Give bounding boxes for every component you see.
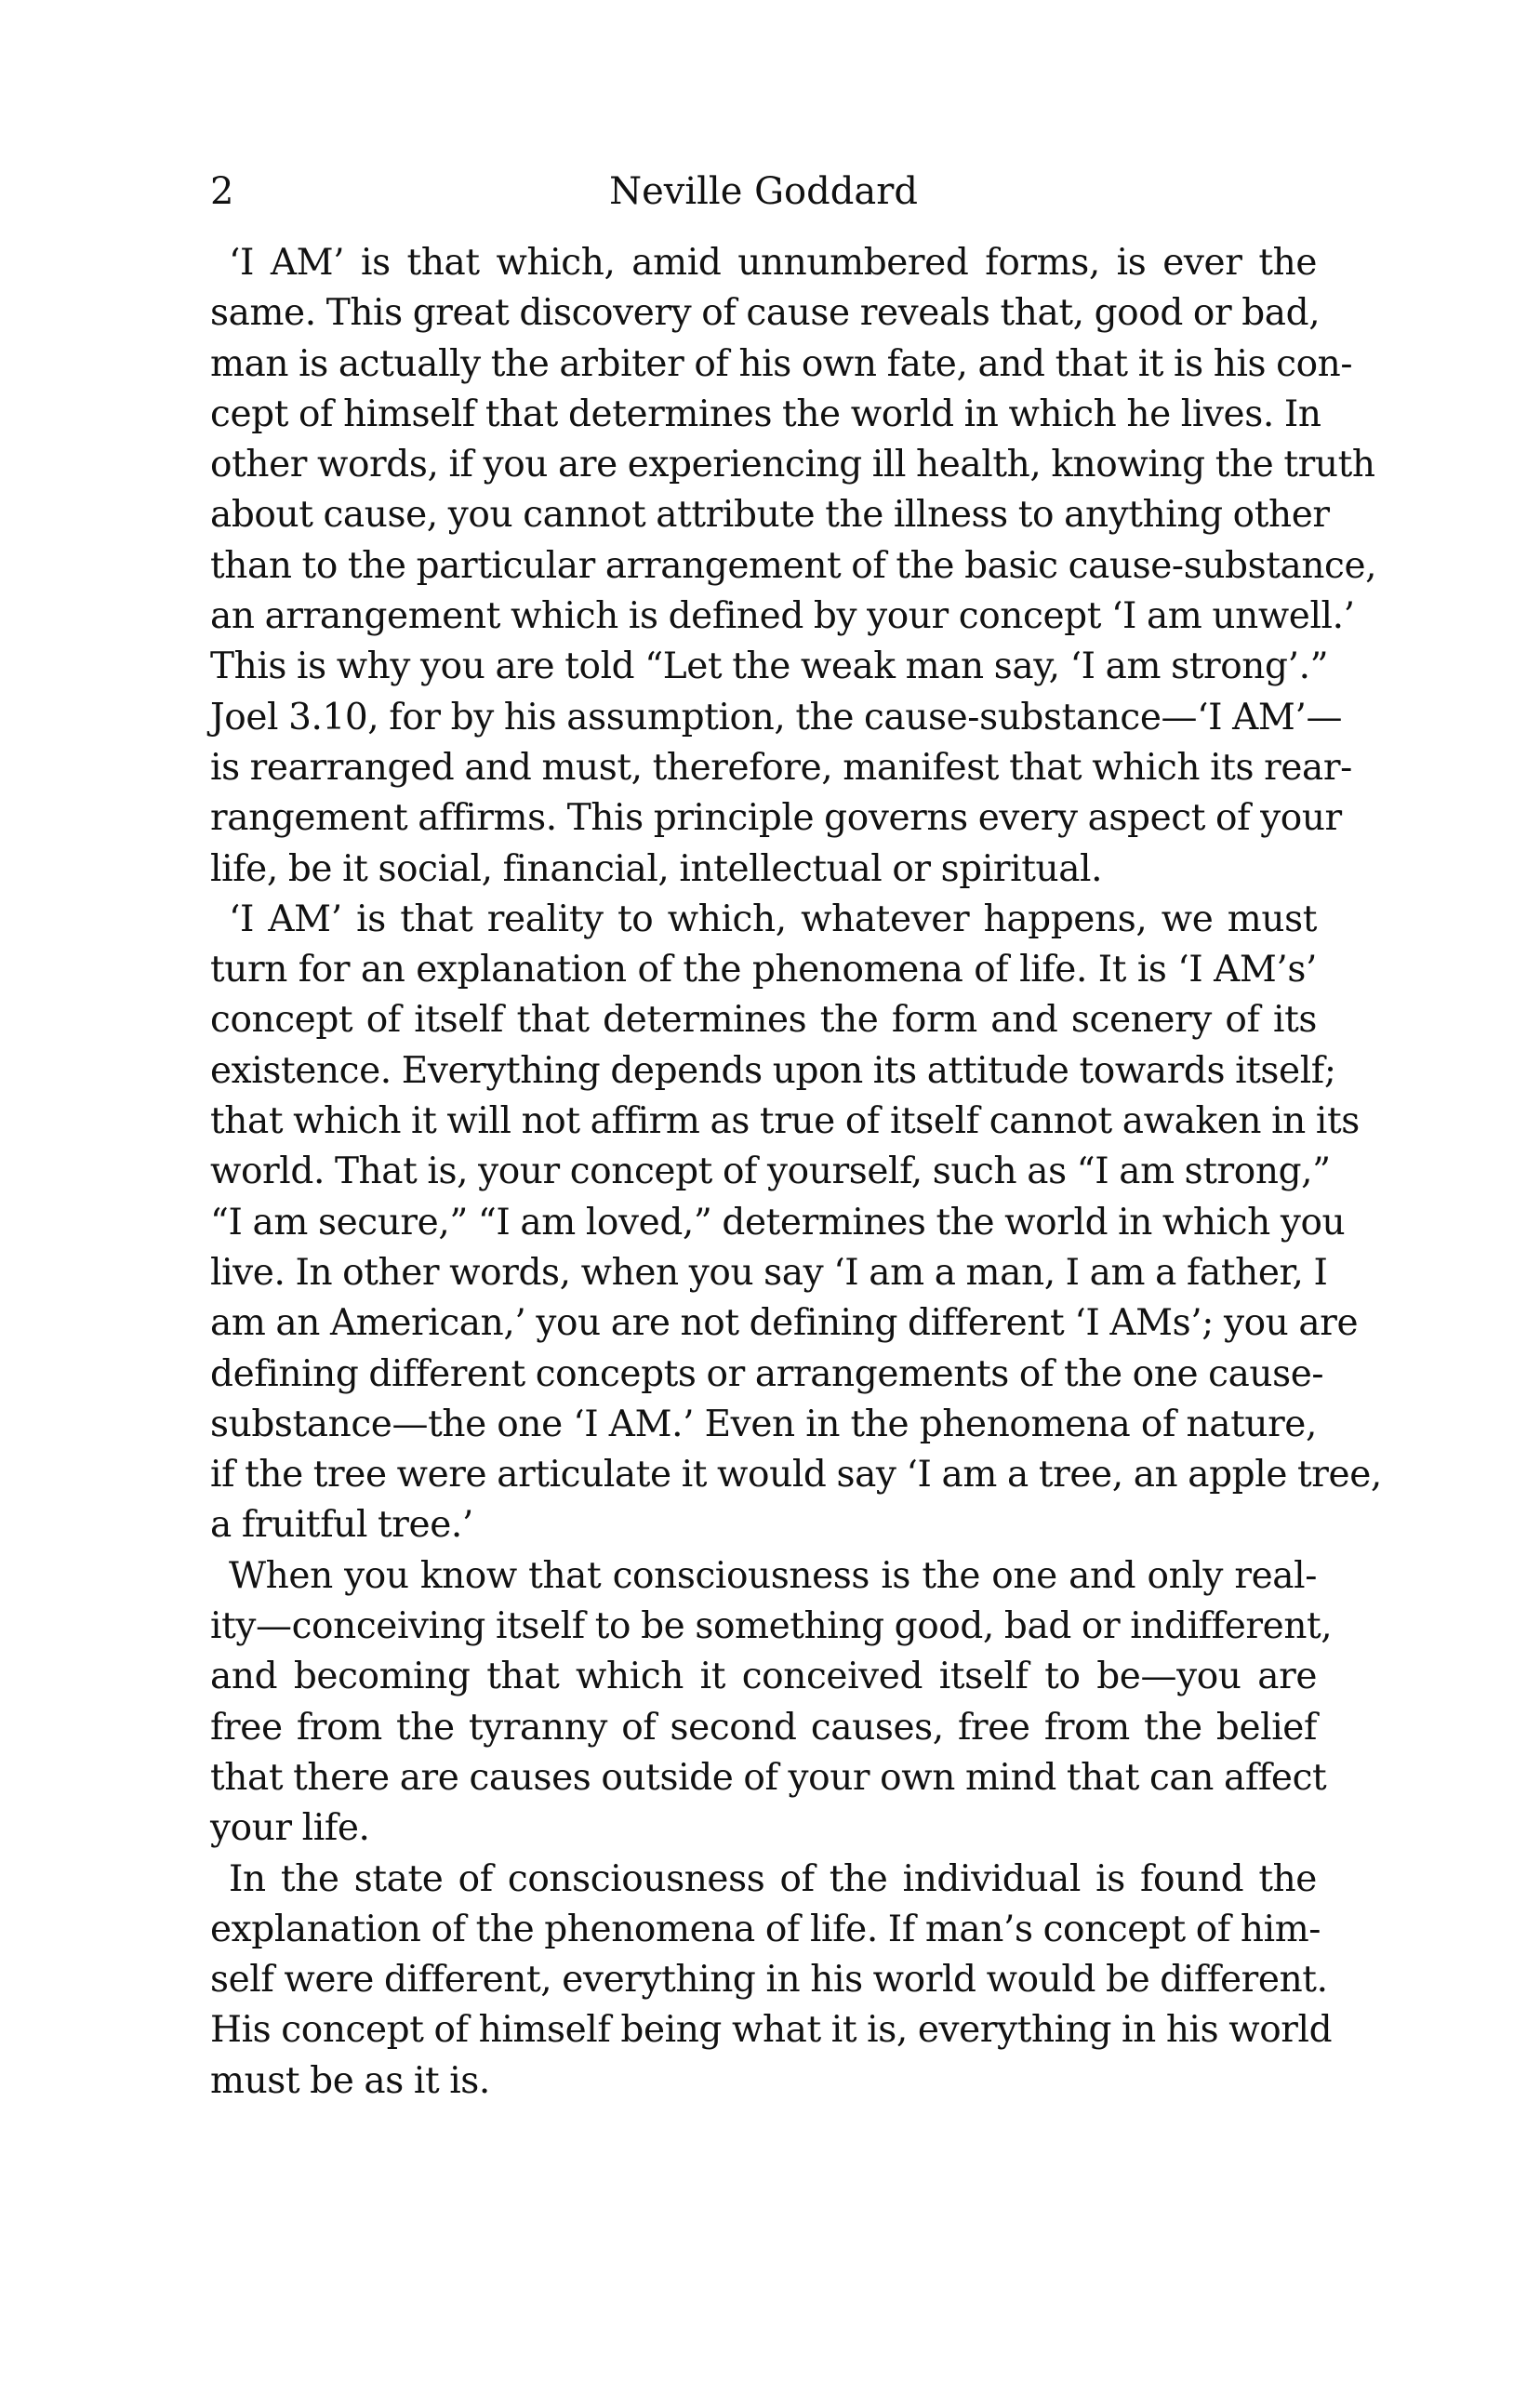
text-line: same. This great discovery of cause reveals that, good or bad, [210, 292, 1321, 335]
text-line: substance—the one ‘I AM.’ Even in the phenomena of nature, [210, 1403, 1317, 1445]
body-text [210, 238, 1382, 2107]
text-line: an arrangement which is defined by your concept ‘I am unwell.’ [210, 595, 1355, 638]
text-line: is rearranged and must, therefore, manifest that which its rear- [210, 746, 1352, 789]
text-line: if the tree were articulate it would say ‘I am a tree, an apple tree, [210, 1454, 1382, 1496]
text-line: man is actually the arbiter of his own fate, and that it is his con- [210, 342, 1353, 385]
text-line: In the state of consciousness of the individual is found the [229, 1857, 1317, 1900]
text-line: world. That is, your concept of yourself, such as “I am strong,” [210, 1151, 1331, 1193]
text-line: ‘I AM’ is that reality to which, whatever happens, we must [229, 898, 1317, 940]
text-line: ity—conceiving itself to be something good, bad or indifferent, [210, 1605, 1333, 1648]
text-line: life, be it social, financial, intellectual or spiritual. [210, 847, 1103, 890]
text-line: free from the tyranny of second causes, free from the belief [210, 1706, 1317, 1749]
running-title: Neville Goddard [609, 170, 918, 213]
text-line: that which it will not affirm as true of itself cannot awaken in its [210, 1100, 1360, 1143]
text-line: rangement affirms. This principle governs every aspect of your [210, 797, 1342, 840]
text-line: am an American,’ you are not defining different ‘I AMs’; you are [210, 1302, 1359, 1345]
text-line: about cause, you cannot attribute the illness to anything other [210, 494, 1330, 537]
text-line: “I am secure,” “I am loved,” determines the world in which you [210, 1201, 1346, 1244]
text-line: defining different concepts or arrangements of the one cause- [210, 1352, 1324, 1395]
text-line: must be as it is. [210, 2059, 490, 2102]
paragraph-1 [210, 238, 1377, 895]
paragraph-2 [210, 895, 1382, 1551]
text-line: His concept of himself being what it is, everything in his world [210, 2009, 1333, 2052]
text-line: This is why you are told “Let the weak man say, ‘I am strong’.” [210, 645, 1329, 688]
text-line: other words, if you are experiencing ill health, knowing the truth [210, 444, 1375, 486]
page-number: 2 [210, 170, 234, 213]
text-line: concept of itself that determines the form and scenery of its [210, 999, 1317, 1042]
text-line: existence. Everything depends upon its attitude towards itself; [210, 1049, 1336, 1092]
text-line: Joel 3.10, for by his assumption, the cause-substance—‘I AM’— [210, 696, 1343, 738]
text-line: When you know that consciousness is the one and only real- [229, 1554, 1317, 1597]
text-line: cept of himself that determines the world in which he lives. In [210, 392, 1321, 435]
running-header [210, 166, 1317, 221]
text-line: and becoming that which it conceived itself to be—you are [210, 1656, 1317, 1698]
text-line: a fruitful tree.’ [210, 1504, 473, 1547]
text-line: your life. [210, 1807, 370, 1850]
text-line: self were different, everything in his world would be different. [210, 1959, 1328, 2002]
text-line: ‘I AM’ is that which, amid unnumbered forms, is ever the [229, 242, 1317, 284]
paragraph-3 [210, 1551, 1333, 1855]
text-line: that there are causes outside of your own mind that can affect [210, 1756, 1327, 1799]
text-line: explanation of the phenomena of life. If man’s concept of him- [210, 1908, 1321, 1950]
text-line: than to the particular arrangement of the basic cause-substance, [210, 544, 1377, 587]
paragraph-4 [210, 1855, 1333, 2107]
text-line: live. In other words, when you say ‘I am a man, I am a father, I [210, 1251, 1328, 1294]
text-line: turn for an explanation of the phenomena of life. It is ‘I AM’s’ [210, 949, 1317, 991]
